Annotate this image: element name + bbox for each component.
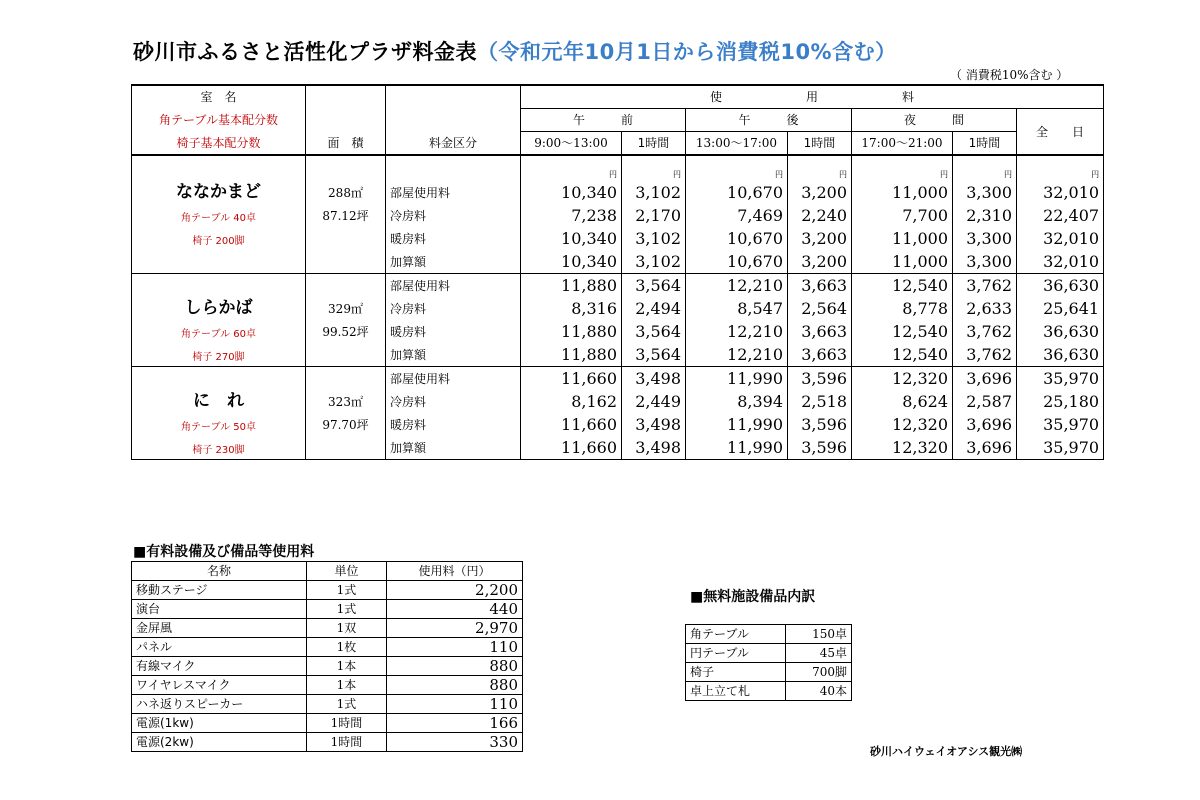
fee-value: 3,663 [788,343,852,367]
equipment-unit: 1枚 [307,638,387,657]
fee-value: 12,210 [686,320,788,343]
fee-category: 加算額 [386,250,521,274]
fee-value: 3,200 [788,250,852,274]
title-tax-note: （令和元年10月1日から消費税10%含む） [477,40,897,64]
fee-value: 2,518 [788,390,852,413]
room-tables: 角テーブル 40卓 [180,212,256,224]
equipment-price: 330 [387,733,523,752]
fee-value: 3,564 [622,343,686,367]
fee-value: 36,630 [1017,274,1104,298]
equipment-price: 110 [387,638,523,657]
fee-value: 11,660 [521,413,622,436]
equipment-name: ハネ返りスピーカー [132,695,307,714]
free-equipment-qty: 700脚 [786,663,852,682]
room-tables: 角テーブル 50卓 [180,421,256,433]
yen-unit: 円 [953,155,1017,181]
free-equipment-name: 椅子 [686,663,786,682]
fee-value: 3,663 [788,320,852,343]
equipment-row [132,581,523,600]
fee-row [132,343,1104,367]
fee-value: 3,762 [953,274,1017,298]
fee-category: 冷房料 [386,297,521,320]
fee-value: 11,990 [686,413,788,436]
equipment-row [132,657,523,676]
fee-value: 3,762 [953,320,1017,343]
fee-row [132,436,1104,460]
fee-value: 3,300 [953,250,1017,274]
equipment-unit: 1双 [307,619,387,638]
equipment-name: パネル [132,638,307,657]
fee-value: 7,700 [852,204,953,227]
fee-value: 10,670 [686,181,788,204]
fee-value: 2,170 [622,204,686,227]
fee-value: 3,102 [622,227,686,250]
equipment-row [132,619,523,638]
fee-category: 部屋使用料 [386,367,521,391]
fee-value: 3,200 [788,181,852,204]
free-equipment-row [686,625,852,644]
fee-value: 11,880 [521,320,622,343]
header-fee-type: 料金区分 [386,132,521,156]
fee-value: 7,469 [686,204,788,227]
header-night: 夜 間 [852,109,1017,132]
fee-value: 11,660 [521,367,622,391]
fee-value: 25,641 [1017,297,1104,320]
equipment-header-row [132,562,523,581]
fee-value: 11,000 [852,227,953,250]
header-morning-time: 9:00～13:00 [521,132,622,156]
fee-value: 10,670 [686,250,788,274]
equipment-table [131,561,523,752]
fee-row [132,390,1104,413]
fee-value: 12,540 [852,343,953,367]
fee-value: 25,180 [1017,390,1104,413]
fee-category: 加算額 [386,343,521,367]
room-area-m2: 329㎡ [328,301,363,316]
fee-value: 12,540 [852,320,953,343]
fee-value: 2,310 [953,204,1017,227]
free-equipment-name: 円テーブル [686,644,786,663]
equipment-header-price: 使用料（円） [387,562,523,581]
yen-unit: 円 [852,155,953,181]
header-area: 面 積 [306,132,386,156]
fee-value: 10,340 [521,250,622,274]
equipment-name: 電源(1kw) [132,714,307,733]
fee-value: 3,696 [953,413,1017,436]
room-area-m2: 288㎡ [328,185,363,200]
fee-value: 8,394 [686,390,788,413]
room-chairs: 椅子 230脚 [192,444,245,456]
yen-unit: 円 [521,155,622,181]
room-tables: 角テーブル 60卓 [180,328,256,340]
free-equipment-qty: 40本 [786,682,852,701]
fee-value: 2,494 [622,297,686,320]
header-usage-fee: 使 用 料 [521,85,1104,109]
equipment-row [132,714,523,733]
fee-value: 7,238 [521,204,622,227]
fee-value: 32,010 [1017,227,1104,250]
header-table-capacity: 角テーブル基本配分数 [132,109,306,132]
equipment-unit: 1式 [307,600,387,619]
fee-value: 10,340 [521,181,622,204]
equipment-row [132,638,523,657]
room-area-tsubo: 99.52坪 [322,324,369,339]
fee-value: 10,340 [521,227,622,250]
equipment-row [132,676,523,695]
equipment-name: ワイヤレスマイク [132,676,307,695]
fee-value: 2,564 [788,297,852,320]
fee-value: 3,696 [953,367,1017,391]
fee-value: 8,162 [521,390,622,413]
fee-category: 冷房料 [386,390,521,413]
header-all-day: 全 日 [1017,109,1104,156]
fee-row [132,413,1104,436]
equipment-price: 440 [387,600,523,619]
fee-value: 12,540 [852,274,953,298]
equipment-name: 移動ステージ [132,581,307,600]
fee-value: 3,200 [788,227,852,250]
fee-category: 暖房料 [386,320,521,343]
fee-category: 部屋使用料 [386,274,521,298]
room-area-m2: 323㎡ [328,394,363,409]
fee-value: 11,000 [852,181,953,204]
fee-row [132,367,1104,391]
free-equipment-qty: 45卓 [786,644,852,663]
header-chair-capacity: 椅子基本配分数 [132,132,306,156]
room-area-tsubo: 87.12坪 [322,208,369,223]
room-chairs: 椅子 270脚 [192,351,245,363]
fee-value: 36,630 [1017,320,1104,343]
fee-row [132,227,1104,250]
fee-category: 加算額 [386,436,521,460]
fee-value: 35,970 [1017,413,1104,436]
yen-unit: 円 [686,155,788,181]
fee-value: 22,407 [1017,204,1104,227]
fee-value: 11,880 [521,274,622,298]
tax-note: （ 消費税10%含む ） [950,68,1069,82]
header-room-name: 室 名 [132,85,306,109]
fee-value: 3,300 [953,181,1017,204]
equipment-name: 金屏風 [132,619,307,638]
fee-value: 3,102 [622,181,686,204]
fee-value: 11,660 [521,436,622,460]
fee-value: 3,498 [622,413,686,436]
fee-value: 3,663 [788,274,852,298]
fee-value: 3,498 [622,367,686,391]
fee-value: 12,320 [852,436,953,460]
fee-table [131,84,1104,460]
equipment-unit: 1本 [307,676,387,695]
fee-row [132,204,1104,227]
room-name: しらかば [184,298,253,318]
fee-value: 2,449 [622,390,686,413]
fee-value: 3,102 [622,250,686,274]
fee-value: 36,630 [1017,343,1104,367]
yen-unit: 円 [788,155,852,181]
title-main: 砂川市ふるさと活性化プラザ料金表 [133,40,477,64]
equipment-unit: 1式 [307,695,387,714]
fee-value: 3,696 [953,436,1017,460]
fee-value: 11,000 [852,250,953,274]
fee-value: 8,547 [686,297,788,320]
fee-value: 32,010 [1017,181,1104,204]
equipment-row [132,733,523,752]
free-equipment-qty: 150卓 [786,625,852,644]
equipment-name: 電源(2kw) [132,733,307,752]
fee-row [132,297,1104,320]
equipment-row [132,600,523,619]
equipment-name: 有線マイク [132,657,307,676]
room-chairs: 椅子 200脚 [192,235,245,247]
equipment-price: 2,200 [387,581,523,600]
fee-value: 3,564 [622,274,686,298]
equipment-price: 880 [387,657,523,676]
fee-category: 暖房料 [386,227,521,250]
equipment-unit: 1時間 [307,714,387,733]
fee-value: 32,010 [1017,250,1104,274]
header-morning-hour: 1時間 [622,132,686,156]
free-equipment-row [686,663,852,682]
fee-value: 3,300 [953,227,1017,250]
equipment-row [132,695,523,714]
fee-value: 12,210 [686,274,788,298]
header-afternoon-time: 13:00～17:00 [686,132,788,156]
fee-value: 3,596 [788,413,852,436]
equipment-price: 166 [387,714,523,733]
room-name: ななかまど [176,182,261,202]
equipment-header-unit: 単位 [307,562,387,581]
equipment-unit: 1本 [307,657,387,676]
header-afternoon: 午 後 [686,109,852,132]
page-title [133,36,897,66]
fee-value: 3,498 [622,436,686,460]
header-morning: 午 前 [521,109,686,132]
equipment-price: 110 [387,695,523,714]
fee-value: 8,624 [852,390,953,413]
fee-row [132,274,1104,298]
fee-value: 2,587 [953,390,1017,413]
fee-value: 11,990 [686,367,788,391]
fee-row [132,181,1104,204]
equipment-header-name: 名称 [132,562,307,581]
fee-value: 3,564 [622,320,686,343]
free-equipment-table [685,624,852,701]
fee-value: 35,970 [1017,436,1104,460]
yen-unit: 円 [1017,155,1104,181]
equipment-unit: 1式 [307,581,387,600]
room-area-tsubo: 97.70坪 [322,417,369,432]
fee-value: 8,316 [521,297,622,320]
fee-value: 3,762 [953,343,1017,367]
equipment-price: 2,970 [387,619,523,638]
fee-value: 35,970 [1017,367,1104,391]
equipment-name: 演台 [132,600,307,619]
fee-value: 8,778 [852,297,953,320]
equipment-title: ■有料設備及び備品等使用料 [133,544,315,560]
fee-row [132,320,1104,343]
fee-value: 11,880 [521,343,622,367]
header-night-hour: 1時間 [953,132,1017,156]
yen-unit-row [132,155,1104,181]
fee-value: 2,633 [953,297,1017,320]
free-equipment-name: 角テーブル [686,625,786,644]
free-equipment-name: 卓上立て札 [686,682,786,701]
yen-unit: 円 [622,155,686,181]
fee-value: 3,596 [788,436,852,460]
fee-value: 11,990 [686,436,788,460]
fee-row [132,250,1104,274]
fee-value: 12,320 [852,413,953,436]
fee-value: 12,320 [852,367,953,391]
free-equipment-title: ■無料施設備品内訳 [690,589,816,605]
fee-value: 10,670 [686,227,788,250]
header-afternoon-hour: 1時間 [788,132,852,156]
company-name: 砂川ハイウェイオアシス観光㈱ [870,745,1023,758]
fee-category: 暖房料 [386,413,521,436]
fee-value: 12,210 [686,343,788,367]
equipment-unit: 1時間 [307,733,387,752]
free-equipment-row [686,682,852,701]
fee-value: 3,596 [788,367,852,391]
header-night-time: 17:00～21:00 [852,132,953,156]
fee-category: 冷房料 [386,204,521,227]
free-equipment-row [686,644,852,663]
room-name: に れ [193,391,244,411]
fee-value: 2,240 [788,204,852,227]
equipment-price: 880 [387,676,523,695]
fee-category: 部屋使用料 [386,181,521,204]
